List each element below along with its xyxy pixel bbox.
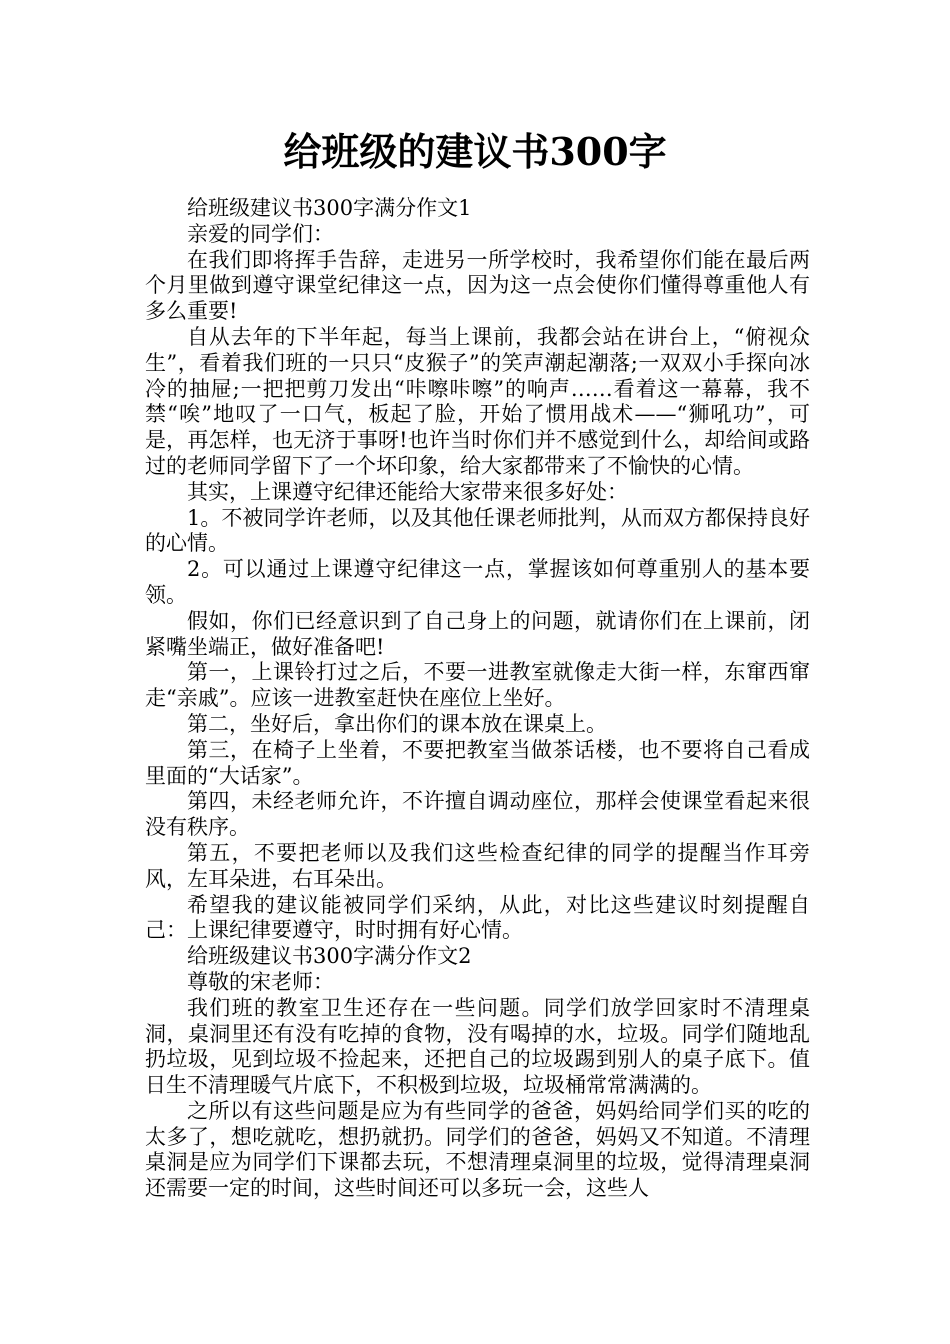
essay-heading-2: 给班级建议书300字满分作文2 — [187, 944, 472, 969]
essay-heading-1: 给班级建议书300字满分作文1 — [187, 196, 472, 220]
list-item: 第五，不要把老师以及我们这些检查纪律的同学的提醒当作耳旁风，左耳朵进，右耳朵出。 — [145, 840, 810, 891]
list-item: 第三，在椅子上坐着，不要把教室当做茶话楼，也不要将自己看成里面的“大话家”。 — [145, 737, 810, 788]
document-body — [145, 196, 810, 1202]
list-item: 2。可以通过上课遵守纪律这一点，掌握该如何尊重别人的基本要领。 — [145, 557, 810, 607]
list-item: 第四，未经老师允许，不许擅自调动座位，那样会使课堂看起来很没有秩序。 — [145, 789, 810, 840]
body-paragraph: 希望我的建议能被同学们采纳，从此，对比这些建议时刻提醒自己：上课纪律要遵守，时时拥有好心情。 — [145, 892, 810, 943]
body-paragraph: 之所以有这些问题是应为有些同学的爸爸，妈妈给同学们买的吃的太多了，想吃就吃，想扔就扔。同学们的爸爸，妈妈又不知道。不清理桌洞是应为同学们下课都去玩，不想清理桌洞里的垃圾，觉得清理桌洞还需要一定的时间，这些时间还可以多玩一会，这些人 — [145, 1098, 810, 1201]
document-title: 给班级的建议书300字 — [283, 129, 667, 174]
body-paragraph: 假如，你们已经意识到了自己身上的问题，就请你们在上课前，闭紧嘴坐端正，做好准备吧! — [145, 608, 810, 659]
salutation-2: 尊敬的宋老师： — [187, 969, 334, 994]
body-paragraph: 在我们即将挥手告辞，走进另一所学校时，我希望你们能在最后两个月里做到遵守课堂纪律这一点，因为这一点会使你们懂得尊重他人有多么重要! — [145, 247, 810, 324]
list-item: 第一，上课铃打过之后，不要一进教室就像走大街一样，东窜西窜走“亲戚”。应该一进教室赶快在座位上坐好。 — [145, 660, 810, 711]
body-paragraph: 自从去年的下半年起，每当上课前，我都会站在讲台上，“俯视众生”，看着我们班的一只只“皮猴子”的笑声潮起潮落;一双双小手探向冰冷的抽屉;一把把剪刀发出“咔嚓咔嚓”的响声……看着这一幕幕，我不禁“唉”地叹了一口气，板起了脸，开始了惯用战术——“狮吼功”，可是，再怎样，也无济于事呀!也许当时你们并不感觉到什么，却给间或路过的老师同学留下了一个坏印象，给大家都带来了不愉快的心情。 — [145, 324, 810, 478]
body-paragraph: 其实，上课遵守纪律还能给大家带来很多好处： — [187, 479, 628, 504]
salutation-1: 亲爱的同学们： — [187, 221, 334, 246]
list-item: 第二，坐好后，拿出你们的课本放在课桌上。 — [187, 711, 607, 736]
list-item: 1。不被同学许老师，以及其他任课老师批判，从而双方都保持良好的心情。 — [145, 505, 810, 556]
body-paragraph: 我们班的教室卫生还存在一些问题。同学们放学回家时不清理桌洞，桌洞里还有没有吃掉的食物，没有喝掉的水，垃圾。同学们随地乱扔垃圾，见到垃圾不捡起来，还把自己的垃圾踢到别人的桌子底下。值日生不清理暖气片底下，不积极到垃圾，垃圾桶常常满满的。 — [145, 995, 810, 1098]
